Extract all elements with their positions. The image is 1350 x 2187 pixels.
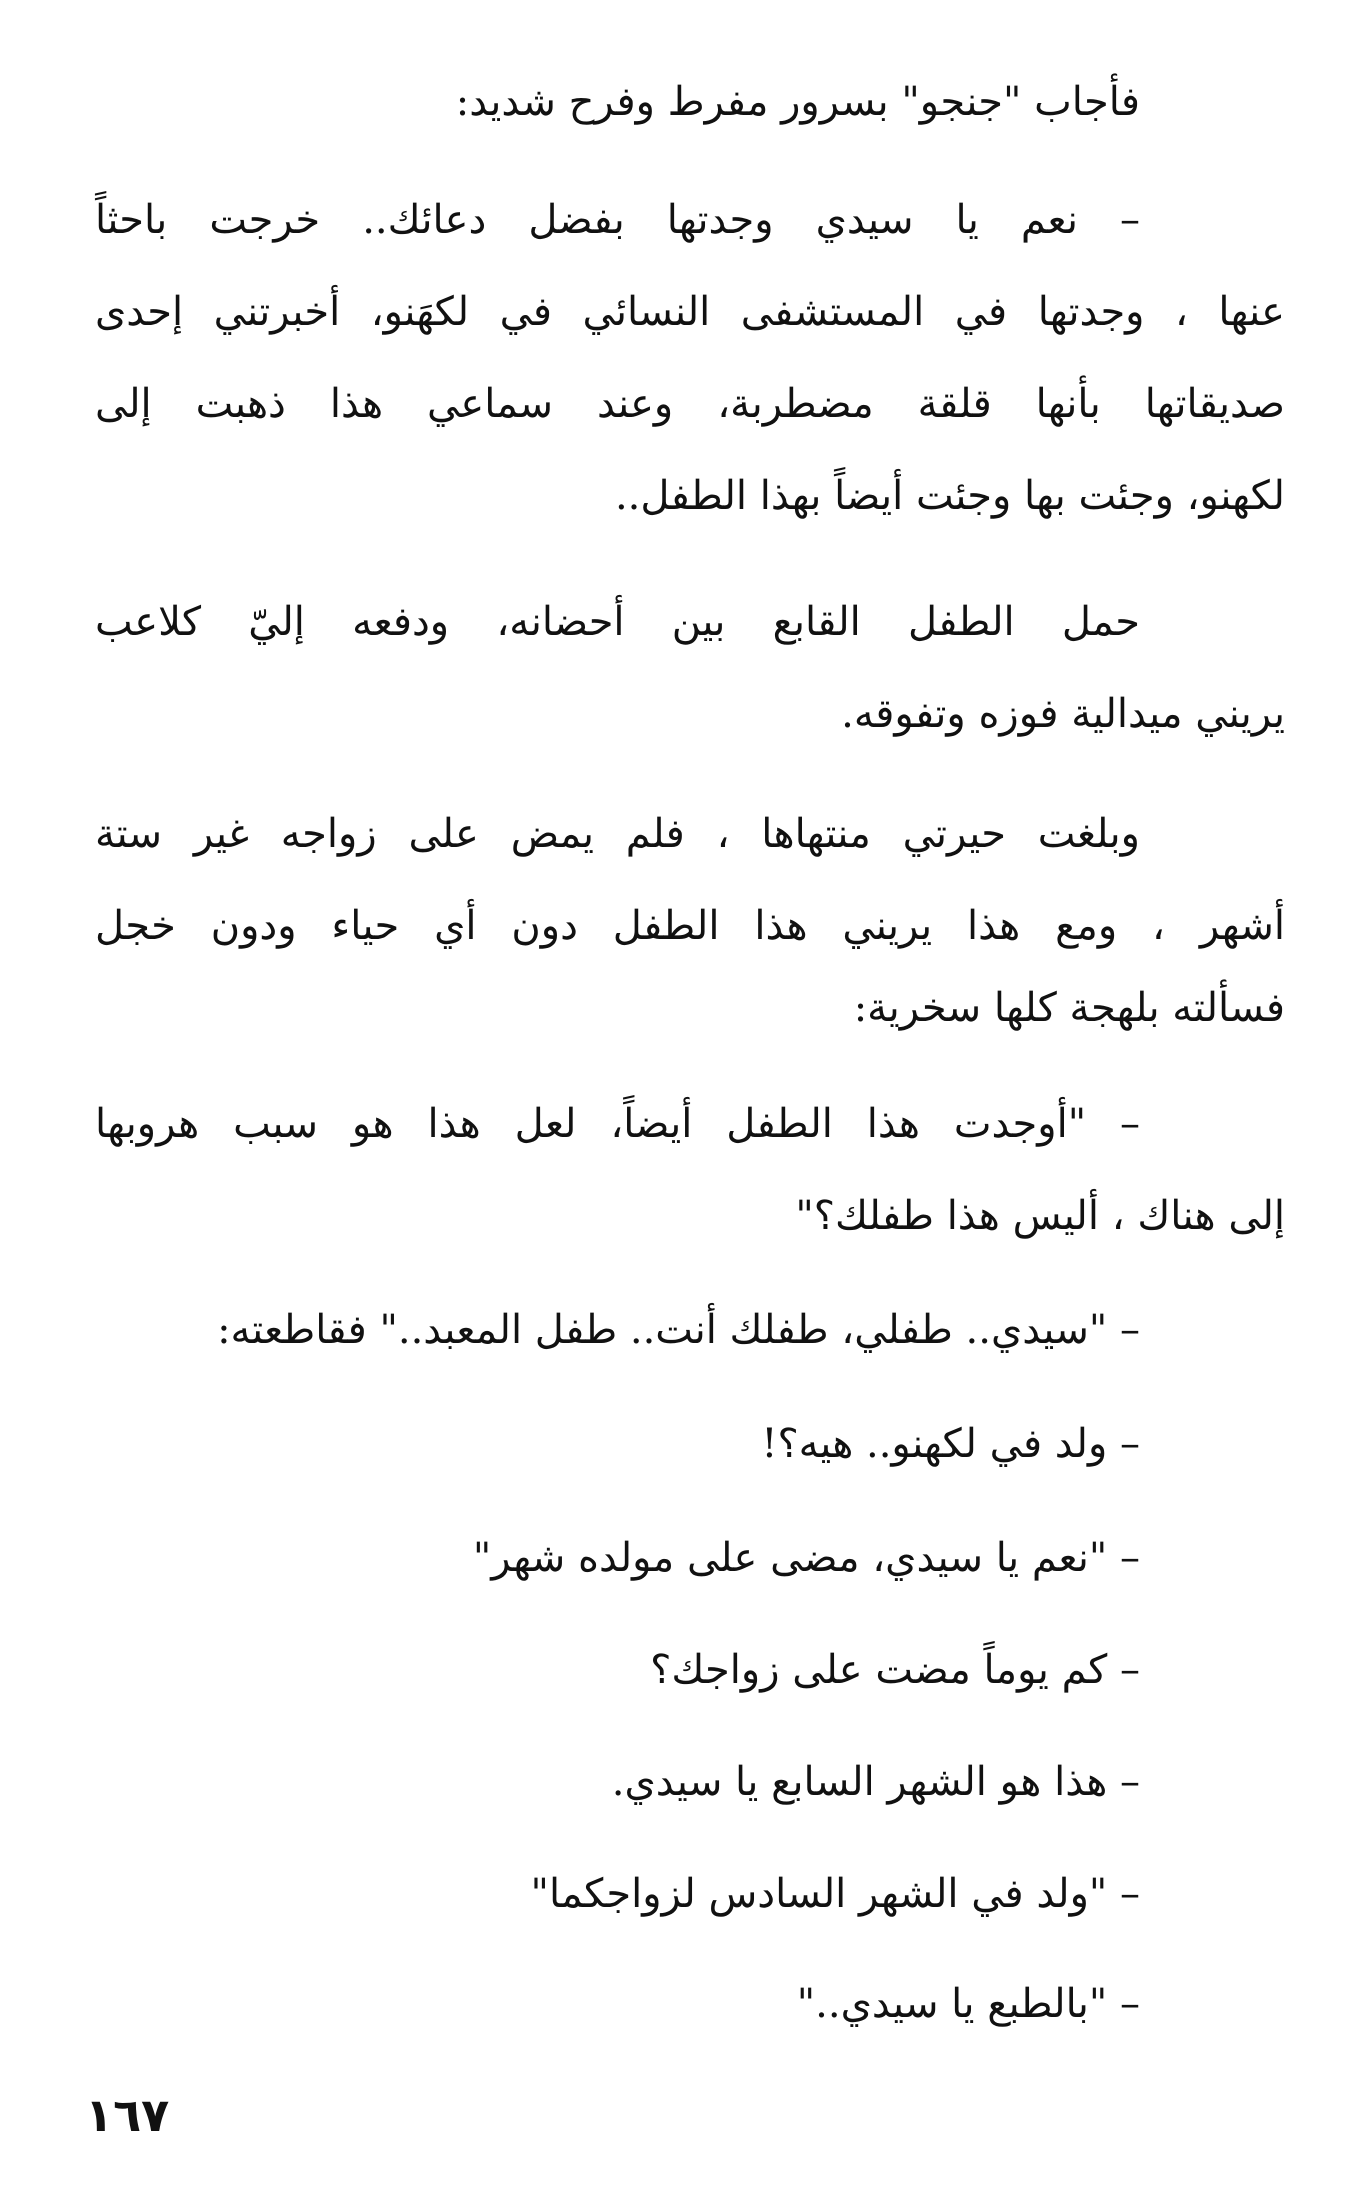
text-line: – هذا هو الشهر السابع يا سيدي. xyxy=(611,1759,1140,1805)
text-line: – "أوجدت هذا الطفل أيضاً، لعل هذا هو سبب هروبها xyxy=(95,1101,1140,1147)
text-line: إلى هناك ، أليس هذا طفلك؟" xyxy=(795,1193,1285,1239)
text-line: فسألته بلهجة كلها سخرية: xyxy=(853,985,1285,1031)
page-number: ١٦٧ xyxy=(85,2088,170,2142)
text-line: أشهر ، ومع هذا يريني هذا الطفل دون أي حياء ودون خجل xyxy=(95,903,1285,949)
text-line: حمل الطفل القابع بين أحضانه، ودفعه إليّ كلاعب xyxy=(95,599,1140,645)
text-line: يريني ميدالية فوزه وتفوقه. xyxy=(841,691,1285,737)
text-line: وبلغت حيرتي منتهاها ، فلم يمض على زواجه غير ستة xyxy=(95,811,1140,857)
text-line: – كم يوماً مضت على زواجك؟ xyxy=(650,1647,1140,1693)
text-line: – "بالطبع يا سيدي.." xyxy=(796,1981,1140,2027)
text-line: – نعم يا سيدي وجدتها بفضل دعائك.. خرجت باحثاً xyxy=(95,197,1140,243)
text-line: – ولد في لكهنو.. هيه؟! xyxy=(761,1421,1140,1467)
text-line: – "نعم يا سيدي، مضى على مولده شهر" xyxy=(472,1535,1140,1581)
text-line: – "سيدي.. طفلي، طفلك أنت.. طفل المعبد.." فقاطعته: xyxy=(217,1307,1140,1353)
text-line: – "ولد في الشهر السادس لزواجكما" xyxy=(530,1871,1140,1917)
text-line: عنها ، وجدتها في المستشفى النسائي في لكهَنو، أخبرتني إحدى xyxy=(95,289,1285,335)
text-line: فأجاب "جنجو" بسرور مفرط وفرح شديد: xyxy=(455,79,1140,125)
text-line: صديقاتها بأنها قلقة مضطربة، وعند سماعي هذا ذهبت إلى xyxy=(95,381,1285,427)
text-line: لكهنو، وجئت بها وجئت أيضاً بهذا الطفل.. xyxy=(614,473,1285,519)
